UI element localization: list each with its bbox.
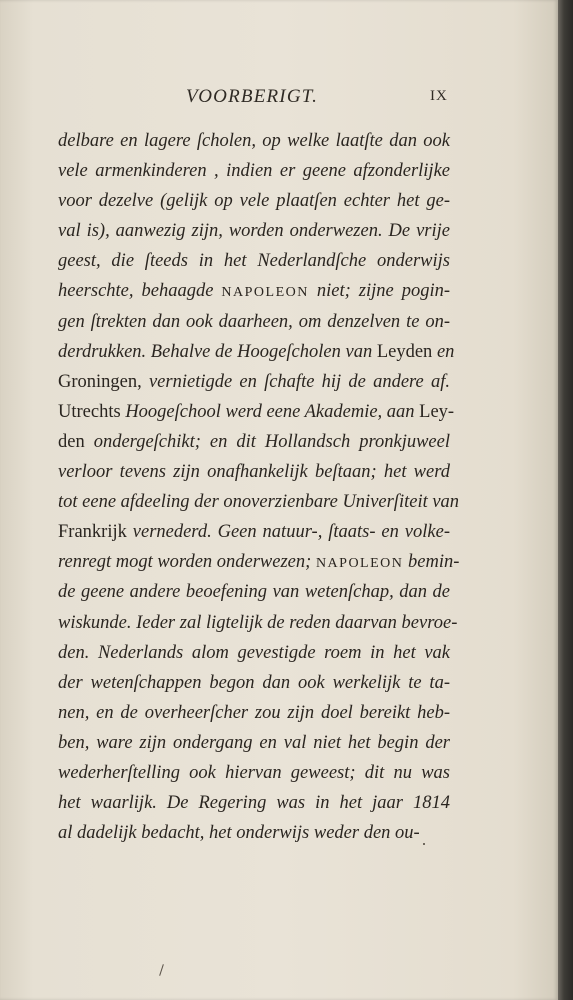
text-segment: Groningen, xyxy=(58,371,149,392)
text-segment: het waarlijk. De Regering was in het jaar 1814 xyxy=(58,793,450,814)
text-segment: Frankrijk xyxy=(58,522,133,543)
page-header xyxy=(0,86,558,112)
text-segment: verloor tevens zijn onafhankelijk beſtaan; het werd xyxy=(58,462,450,483)
text-line xyxy=(58,487,460,517)
text-line xyxy=(58,186,450,216)
text-segment: der wetenſchappen begon dan ook werkelijk te ta- xyxy=(58,672,450,693)
body-text xyxy=(58,126,460,848)
text-line xyxy=(58,126,450,156)
ink-mark xyxy=(423,843,425,845)
text-segment: voor dezelve (gelijk op vele plaatſen echter het ge- xyxy=(58,191,450,212)
text-segment: Utrechts xyxy=(58,401,126,422)
text-line xyxy=(58,758,450,788)
text-line xyxy=(58,547,460,577)
text-line xyxy=(58,307,450,337)
text-line xyxy=(58,728,450,758)
text-segment: Leyden xyxy=(376,341,433,362)
text-segment: renregt mogt worden onderwezen; xyxy=(58,552,316,573)
text-segment: vernietigde en ſchafte hij de andere af. xyxy=(148,371,450,392)
text-segment: tot eene afdeeling der onoverzienbare Univerſiteit van xyxy=(58,492,460,513)
text-segment: vernederd. Geen natuur-, ſtaats- en volke- xyxy=(132,522,450,543)
text-segment: nen, en de overheerſcher zou zijn doel bereikt heb- xyxy=(58,702,450,723)
text-segment: niet; zijne pogin- xyxy=(308,281,450,302)
text-segment: bemin- xyxy=(403,552,460,573)
text-segment: val is), aanwezig zijn, worden onderwezen. De vrije xyxy=(58,221,450,242)
text-line xyxy=(58,638,450,668)
text-line xyxy=(58,457,450,487)
text-line xyxy=(58,337,455,367)
text-segment: en xyxy=(432,341,455,362)
small-caps-name: NAPOLEON xyxy=(315,556,404,572)
text-segment: al dadelijk bedacht, het onderwijs weder den ou- xyxy=(58,823,420,844)
text-line xyxy=(58,156,450,186)
text-line xyxy=(58,788,450,818)
text-segment: derdrukken. Behalve de Hoogeſcholen van xyxy=(58,341,377,362)
text-segment: Hoogeſchool werd eene Akademie, aan xyxy=(125,401,420,422)
text-line xyxy=(58,397,455,427)
text-line xyxy=(58,216,450,246)
text-segment: geest, die ſteeds in het Nederlandſche onderwijs xyxy=(58,251,450,272)
text-segment: den. Nederlands alom gevestigde roem in het vak xyxy=(58,642,450,663)
page-number: IX xyxy=(430,88,448,104)
text-line xyxy=(58,668,450,698)
text-segment: den xyxy=(58,431,94,452)
book-edge xyxy=(558,0,573,1000)
text-segment: wederherſtelling ook hiervan geweest; dit nu was xyxy=(58,762,450,783)
text-line xyxy=(58,517,450,547)
text-line xyxy=(58,427,450,457)
ink-mark xyxy=(159,964,164,976)
text-segment: Ley- xyxy=(419,401,455,422)
text-line xyxy=(58,698,450,728)
text-segment: wiskunde. Ieder zal ligtelijk de reden daarvan bevroe- xyxy=(58,612,458,633)
text-segment: heerschte, behaagde xyxy=(58,281,222,302)
text-segment: de geene andere beoefening van wetenſchap, dan de xyxy=(58,582,450,603)
running-title: VOORBERIGT. xyxy=(186,86,319,107)
text-line xyxy=(58,608,458,638)
text-segment: vele armenkinderen , indien er geene afzonderlijke xyxy=(58,161,450,182)
text-segment: ben, ware zijn ondergang en val niet het begin der xyxy=(58,732,450,753)
text-segment: delbare en lagere ſcholen, op welke laatſte dan ook xyxy=(58,131,450,151)
text-line xyxy=(58,367,450,397)
text-segment: ondergeſchikt; en dit Hollandsch pronkjuweel xyxy=(93,431,450,452)
text-line xyxy=(58,577,450,607)
text-line xyxy=(58,276,450,306)
text-line xyxy=(58,818,450,848)
small-caps-name: NAPOLEON xyxy=(221,285,309,301)
text-line xyxy=(58,246,450,276)
text-segment: gen ſtrekten dan ook daarheen, om denzelven te on- xyxy=(58,311,450,332)
